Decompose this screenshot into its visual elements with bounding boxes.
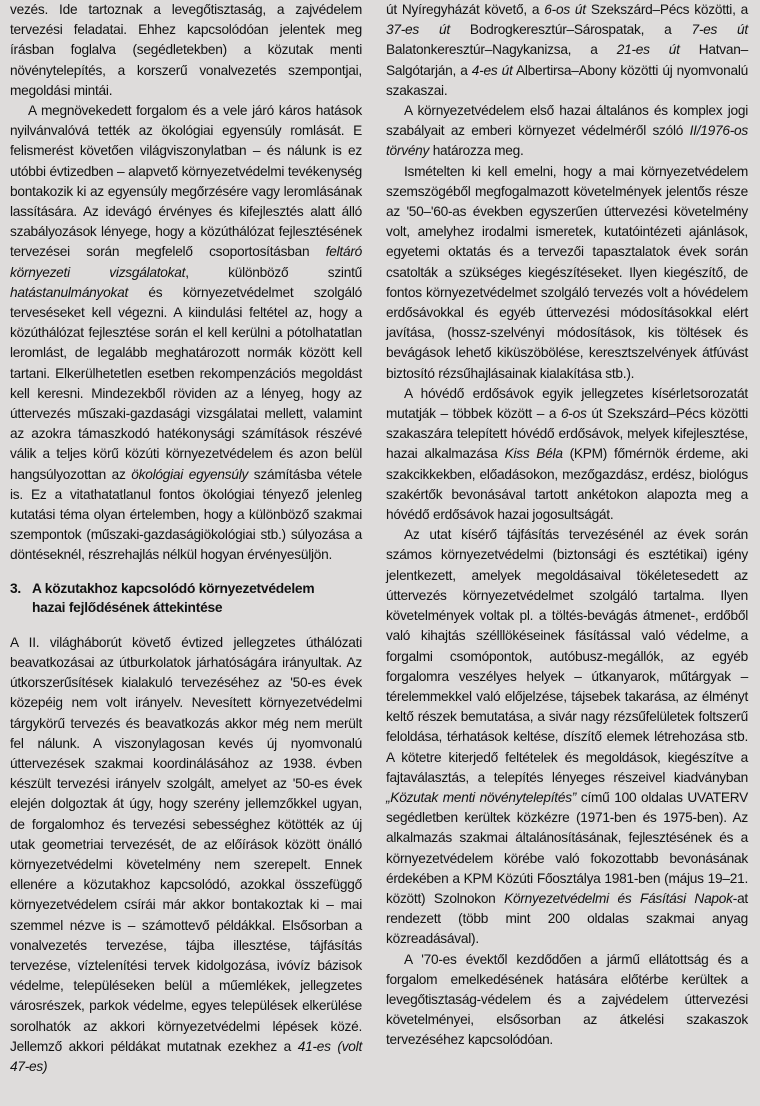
emphasis: 4-es út — [471, 62, 513, 78]
emphasis: II/1976-os törvény — [386, 123, 748, 159]
emphasis: Környezetvédelmi és Fásítási Napok — [504, 890, 733, 906]
paragraph: Az utat kísérő tájfásítás tervezésénél az évek során számos környezetvédelmi (biztonsági és esztétikai) igény jelentkezett, amelyek megoldásaival tökéletesedett az úttervezés környezetvédelmet szolgáló tartalma. Ilyen követelmények voltak pl. a töltés-bevágás átmenet-, erdőből való kihajtás szélllökéseinek fásítással való védelme, a forgalmi csomópontok, autóbusz-megállók, az egyéb forgalomra veszélyes helyek – útkanyarok, műtárgyak – térelemmekkel való előjelzése, tájsebek takarása, az élményt keltő részek bemutatása, a sivár nagy rézsűfelületek foltszerű feloldása, térhatások keltése, díszítő elemek létrehozása stb. A kötetre kiterjedő feltételek és megoldások, kiegészítve a fajtaválasztás, a telepítés lényeges részeivel kiadványban „Közutak menti növénytelepítés” című 100 oldalas UVATERV segédletben kerültek közkézre (1971-ben és 1975-ben). Az alkalmazás szakmai általánosításának, fejlesztésének és a környezetvédelem körébe való fokozottabb bevonásának érdekében a KPM Közúti Főosztálya 1981-ben (május 19–21. között) Szolnokon Környezetvédelmi és Fásítási Napok-at rendezett (több mint 200 oldalas szakmai anyag közreadásával). — [386, 527, 749, 947]
section-title-line1: A közutakhoz kapcsolódó környezetvédelem — [32, 580, 315, 596]
emphasis: 21-es út — [616, 42, 680, 58]
emphasis: 6-os — [560, 406, 587, 422]
paragraph: A II. világháborút követő évtized jellegzetes úthálózati beavatkozásai az útburkolatok járhatóságára irányultak. Az útkorszerűsítések kialakuló tervezéséhez az '50-es évek közepéig nem volt irányelv. Nevesített környezetvédelmi tárgykörű tervezés és beavatkozás akkor még nem merült fel nálunk. A viszonylagosan kevés új nyomvonalú úttervezések szakmai koordinálásához az 1938. évben készült tervezési irányelv szolgált, amelyet az '50-es évek elején dolgoztak át úgy, hogy szerény jellemzőkkel ugyan, de forgalomhoz és tervezési sebességhez kötötték az új utak geometriai tervezését, de az előírások között önálló környezetvédelmi követelmény nem szerepelt. Ennek ellenére a közutakhoz kapcsolódó, azokkal összefüggő környezetvédelem csírái már akkor bontakoztak ki – mai szemmel nézve is – számottevő példákkal. Elsősorban a vonalvezetés tervezése, tájba illesztése, tájfásítás tervezése, víztelenítési tervek kidolgozása, ivóvíz bázisok védelme, településeken belül a műemlékek, jellegzetes városrészek, parkok védelme, egyes települések elkerülése sorolhatók az akkori környezetvédelmi lépések közé. Jellemző akkori példákat mutatnak ezekhez a 41-es (volt 47-es) — [10, 634, 362, 1074]
paragraph: A hóvédő erdősávok egyik jellegzetes kísérletsorozatát mutatják – többek között – a 6-os út Szekszárd–Pécs közötti szakaszára telepített hóvédő erdősávok, melyek kifejlesztése, hazai alkalmazása Kiss Béla (KPM) főmérnök érdeme, aki szakcikkekben, előadásokon, mezőgazdász, erdész, biológus szakértők bevonásával tartott ankétokon alapozta meg a hóvédő erdősávok hazai jogosultságát. — [386, 385, 749, 523]
emphasis: feltáró környezeti vizsgálatokat — [10, 244, 362, 280]
emphasis: 6-os út — [544, 2, 586, 17]
left-column — [10, 0, 362, 1077]
section-title-line2: hazai fejlődésének áttekintése — [32, 599, 223, 615]
paragraph: út Nyíregyházát követő, a 6-os út Szekszárd–Pécs közötti, a 37-es út Bodrogkeresztúr–Sárospatak, a 7-es út Balatonkeresztúr–Nagykanizsa, a 21-es út Hatvan–Salgótarján, a 4-es út Albertirsa–Abony közötti új nyomvonalú szakaszai. — [386, 2, 748, 98]
emphasis: hatástanulmányokat — [10, 284, 129, 300]
paragraph: vezés. Ide tartoznak a levegőtisztaság, a zajvédelem tervezési feladatai. Ehhez kapcsolódóan jelentek meg írásban foglalva (segédletekben) a közutak menti növénytelepítés, a korszerű vonalvezetés szempontjai, megoldási mintái. — [10, 2, 362, 98]
paragraph: A megnövekedett forgalom és a vele járó káros hatások nyilvánvalóvá tették az ökológiai egyensúly romlását. E felismerést követően világviszonylatban – és nálunk is ez utóbbi évtizedben – alapvető környezetvédelmi tevékenység bontakozik ki az egyensúly megőrzésére vagy leromlásának lassítására. Az idevágó érvényes és kifejlesztés alatt álló szabályozások lényege, hogy a közúthálózat fejlesztésének tervezései során megfelelő csoportosításban feltáró környezeti vizsgálatokat, különböző szintű hatástanulmányokat és környezetvédelmet szolgáló terveséseket kell végezni. A kiindulási feltétel az, hogy a közúthálózat fejlesztése során el kell kerülni a pótolhatatlan leromlást, de legalább meghatározott normák között kell tartani. Elkerülhetetlen esetben rekompenzációs megoldást kell keresni. Mindezekből röviden az a lényeg, hogy az úttervezés műszaki-gazdasági vizsgálatai mellett, valamint az azokra támaszkodó hatékonysági számítások részévé válik a teljes körű közúti környezetvédelem és azon belül hangsúlyozottan az ökológiai egyensúly számításba vétele is. Ez a vitathatatlanul fontos ökológiai tényező jelenleg kutatási téma olyan értelemben, hogy a különböző szakmai szempontok (műszaki-gazdaságiökológiai stb.) súlyozása a döntéseknél, részrehajlás nélkül hogyan érvényesüljön. — [10, 103, 362, 563]
emphasis: 41-es (volt 47-es) — [10, 1038, 362, 1074]
emphasis: 7-es út — [691, 22, 748, 38]
right-column — [386, 0, 748, 1051]
paragraph: A '70-es évektől kezdődően a jármű ellátottság és a forgalom emelkedésének hatására előtérbe kerültek a levegőtisztaság-védelem és a zajvédelem úttervezési követelményei, elsősorban az átkelési szakaszok tervezéséhez kapcsolódóan. — [386, 951, 748, 1048]
emphasis: ökológiai egyensúly — [131, 466, 249, 482]
emphasis: „Közutak menti növénytelepítés” — [386, 789, 577, 805]
section-number: 3. — [10, 580, 22, 596]
emphasis: 37-es út — [386, 22, 450, 38]
paragraph: A környezetvédelem első hazai általános és komplex jogi szabályait az emberi környezet védelméről szóló II/1976-os törvény határozza meg. — [386, 103, 748, 159]
paragraph: Ismételten ki kell emelni, hogy a mai környezetvédelem szemszögéből megfogalmazott követelmények jelentős része az '50–'60-as években egyszerűen úttervezési követelmény volt, amelyhez irodalmi ismeretek, kutatóintézeti ajánlások, egyetemi oktatás és a tervezői tapasztalatok évek során csatolták a szükséges kiegészítéseket. Ilyen kiegészítő, de fontos környezetvédelmet szolgáló tervezés volt a hóvédelem erdősávokkal és egyéb úttervezési módosításokkal elért javítása, (hossz-szelvényi módosítások, kis töltések és bevágások lehető kiküszöbölése, keresztszelvények átfúvást biztosító rézsűhajlásainak kialakítása stb.). — [386, 163, 748, 381]
section-heading — [10, 579, 362, 617]
emphasis: Kiss Béla — [504, 446, 563, 462]
